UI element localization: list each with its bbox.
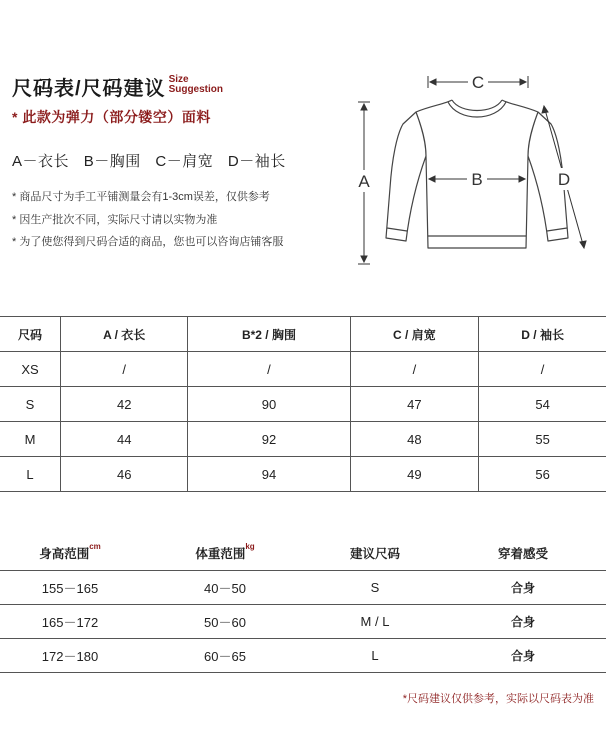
table-row [0,571,606,605]
label-d: D [557,170,571,189]
size-table [0,316,606,492]
footnote: *尺码建议仅供参考，实际以尺码表为准 [402,693,594,705]
weight-cell: 60－65 [140,639,310,673]
size-cell: XS [0,352,61,387]
table-row [0,422,606,457]
header-suggested-size: 建议尺码 [310,536,440,571]
measurement-legend [12,150,296,171]
page-title: 尺码表/尺码建议 [12,78,166,100]
table-row [0,387,606,422]
header-fit: 穿着感受 [440,536,606,571]
title-english-line2: Suggestion [168,84,224,95]
suggested-size-cell: M / L [310,605,440,639]
fit-cell: 合身 [440,639,606,673]
legend-c: C－肩宽 [155,153,214,170]
shoulder-cell: 47 [350,387,479,422]
fabric-note: * 此款为弹力（部分镂空）面料 [12,109,211,125]
title-block [12,72,223,101]
length-cell: 46 [61,457,188,492]
sweater-diagram [350,68,590,273]
shoulder-cell: 49 [350,457,479,492]
height-cell: 172－180 [0,639,140,673]
chest-cell: 92 [188,422,350,457]
size-cell: S [0,387,61,422]
header-sleeve: D / 袖长 [479,317,606,352]
legend-a: A－衣长 [12,153,70,170]
sleeve-cell: / [479,352,606,387]
shoulder-cell: 48 [350,422,479,457]
legend-d: D－袖长 [227,153,286,170]
weight-cell: 50－60 [140,605,310,639]
chest-cell: 94 [188,457,350,492]
size-cell: L [0,457,61,492]
height-cell: 155－165 [0,571,140,605]
suggested-size-cell: S [310,571,440,605]
note-item: * 为了使您得到尺码合适的商品，您也可以咨询店铺客服 [12,236,284,248]
size-table-header [0,317,606,352]
header-shoulder: C / 肩宽 [350,317,479,352]
suggested-size-cell: L [310,639,440,673]
sleeve-cell: 55 [479,422,606,457]
height-cell: 165－172 [0,605,140,639]
unit-kg: kg [245,542,255,551]
label-a: A [358,172,370,191]
notes-list [12,186,283,254]
sleeve-cell: 56 [479,457,606,492]
table-row [0,605,606,639]
legend-b: B－胸围 [83,153,141,170]
header-height: 身高范围$^{cm}$ [0,536,140,571]
fit-cell: 合身 [440,605,606,639]
unit-cm: cm [89,542,101,551]
size-recommendation-table [0,536,606,673]
header-length: A / 衣长 [61,317,188,352]
length-cell: 44 [61,422,188,457]
title-english-line1: Size [168,74,189,85]
chest-cell: 90 [188,387,350,422]
weight-cell: 40－50 [140,571,310,605]
header-chest: B*2 / 胸围 [188,317,350,352]
length-cell: / [61,352,188,387]
chest-cell: / [188,352,350,387]
sleeve-cell: 54 [479,387,606,422]
label-c: C [471,73,485,92]
fit-cell: 合身 [440,571,606,605]
header-size: 尺码 [0,317,61,352]
label-b: B [471,170,483,189]
size-cell: M [0,422,61,457]
header-weight: 体重范围$^{kg}$ [140,536,310,571]
table-row [0,457,606,492]
note-item: * 商品尺寸为手工平铺测量会有1-3cm误差，仅供参考 [12,191,270,203]
shoulder-cell: / [350,352,479,387]
table-row [0,352,606,387]
length-cell: 42 [61,387,188,422]
table-row [0,639,606,673]
title-english [169,75,223,95]
note-item: * 因生产批次不同，实际尺寸请以实物为准 [12,213,218,226]
rec-table-header [0,536,606,571]
